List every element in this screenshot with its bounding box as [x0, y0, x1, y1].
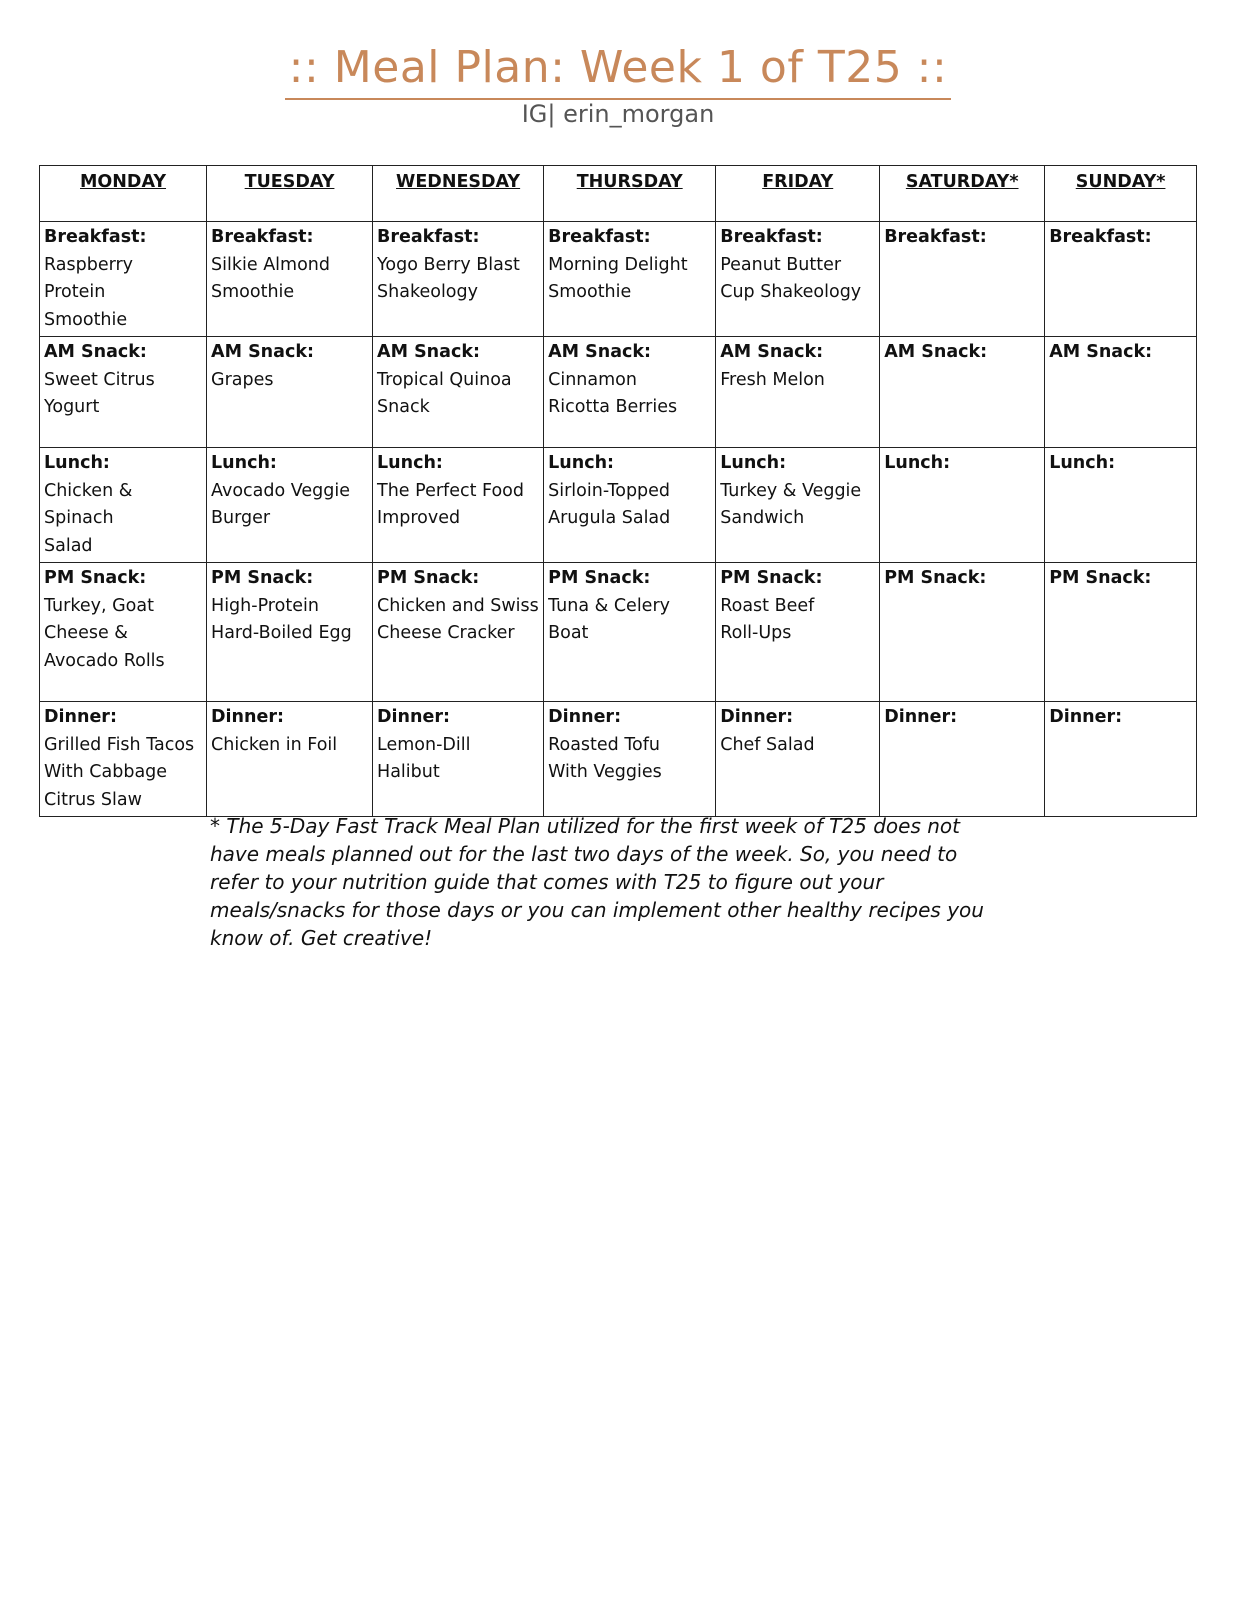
- meal-name: Yogo Berry Blast Shakeology: [377, 254, 520, 302]
- meal-name: Roast Beef Roll-Ups: [720, 595, 815, 643]
- meal-label: Dinner:: [44, 707, 117, 727]
- day-header-saturday: SATURDAY*: [880, 166, 1045, 222]
- meal-label: Breakfast:: [884, 227, 987, 247]
- meal-name: Grilled Fish Tacos With Cabbage Citrus Slaw: [44, 734, 195, 810]
- meal-label: AM Snack:: [211, 342, 314, 362]
- meal-name: Chicken and Swiss Cheese Cracker: [377, 595, 539, 643]
- page-title: [0, 40, 1236, 100]
- meal-cell: [373, 702, 544, 817]
- meal-cell: [544, 448, 716, 563]
- meal-label: Dinner:: [211, 707, 284, 727]
- meal-name: Lemon-Dill Halibut: [377, 734, 471, 782]
- meal-label: Dinner:: [720, 707, 794, 727]
- meal-name: The Perfect Food Improved: [377, 480, 524, 528]
- meal-label: AM Snack:: [377, 342, 480, 362]
- day-header-row: [40, 166, 1197, 222]
- meal-cell: [40, 563, 207, 702]
- meal-cell: [207, 448, 373, 563]
- meal-cell: [716, 448, 880, 563]
- meal-label: Breakfast:: [548, 227, 651, 247]
- meal-label: PM Snack:: [720, 568, 823, 588]
- meal-cell: [544, 222, 716, 337]
- meal-cell: [40, 222, 207, 337]
- meal-cell: [373, 222, 544, 337]
- day-header-tuesday: TUESDAY: [207, 166, 373, 222]
- instagram-handle: IG| erin_morgan: [521, 100, 715, 128]
- meal-cell: [40, 337, 207, 448]
- meal-name: Sweet Citrus Yogurt: [44, 369, 155, 417]
- meal-label: AM Snack:: [1049, 342, 1153, 362]
- meal-name: High-Protein Hard-Boiled Egg: [211, 595, 352, 643]
- meal-label: Lunch:: [44, 453, 110, 473]
- meal-label: PM Snack:: [44, 568, 147, 588]
- meal-cell: [880, 222, 1045, 337]
- meal-label: Dinner:: [377, 707, 450, 727]
- meal-name: Raspberry Protein Smoothie: [44, 254, 134, 330]
- footnote: * The 5-Day Fast Track Meal Plan utilized for the first week of T25 does not have meals planned out for the last two days of the week. So, you need to refer to your nutrition guide that comes with T25 to figure out your meals/snacks for those days or you can implement other healthy recipes you know of. Get creative!: [210, 814, 984, 950]
- meal-label: PM Snack:: [1049, 568, 1152, 588]
- meal-name: Fresh Melon: [720, 369, 825, 390]
- meal-cell: [544, 563, 716, 702]
- meal-cell: [1045, 702, 1197, 817]
- meal-name: Peanut Butter Cup Shakeology: [720, 254, 862, 302]
- meal-name: Sirloin-Topped Arugula Salad: [548, 480, 671, 528]
- meal-cell: [544, 702, 716, 817]
- meal-plan-table: [39, 165, 1197, 817]
- meal-label: AM Snack:: [720, 342, 824, 362]
- meal-name: Grapes: [211, 369, 274, 390]
- day-header-monday: MONDAY: [40, 166, 207, 222]
- meal-cell: [207, 337, 373, 448]
- meal-label: PM Snack:: [377, 568, 480, 588]
- meal-cell: [716, 563, 880, 702]
- lunch-row: [40, 448, 1197, 563]
- meal-cell: [716, 222, 880, 337]
- meal-cell: [207, 563, 373, 702]
- meal-cell: [1045, 563, 1197, 702]
- meal-label: Breakfast:: [211, 227, 314, 247]
- meal-cell: [40, 448, 207, 563]
- day-header-wednesday: WEDNESDAY: [373, 166, 544, 222]
- meal-cell: [207, 222, 373, 337]
- meal-cell: [716, 702, 880, 817]
- meal-name: Roasted Tofu With Veggies: [548, 734, 662, 782]
- meal-label: Lunch:: [377, 453, 443, 473]
- breakfast-row: [40, 222, 1197, 337]
- meal-name: Tropical Quinoa Snack: [377, 369, 512, 417]
- meal-label: Dinner:: [884, 707, 958, 727]
- meal-name: Avocado Veggie Burger: [211, 480, 350, 528]
- meal-cell: [40, 702, 207, 817]
- meal-cell: [373, 563, 544, 702]
- meal-name: Morning Delight Smoothie: [548, 254, 688, 302]
- day-header-friday: FRIDAY: [716, 166, 880, 222]
- meal-cell: [207, 702, 373, 817]
- meal-name: Tuna & Celery Boat: [548, 595, 671, 643]
- meal-label: Dinner:: [1049, 707, 1123, 727]
- title-text: :: Meal Plan: Week 1 of T25 ::: [285, 40, 952, 100]
- meal-name: Turkey, Goat Cheese & Avocado Rolls: [44, 595, 165, 671]
- meal-cell: [1045, 337, 1197, 448]
- meal-label: Lunch:: [884, 453, 951, 473]
- meal-label: Breakfast:: [44, 227, 147, 247]
- meal-cell: [880, 448, 1045, 563]
- meal-label: Breakfast:: [377, 227, 480, 247]
- meal-cell: [880, 563, 1045, 702]
- meal-name: Silkie Almond Smoothie: [211, 254, 330, 302]
- am-snack-row: [40, 337, 1197, 448]
- meal-label: Breakfast:: [720, 227, 823, 247]
- day-header-thursday: THURSDAY: [544, 166, 716, 222]
- meal-label: Lunch:: [211, 453, 277, 473]
- meal-label: Breakfast:: [1049, 227, 1152, 247]
- dinner-row: [40, 702, 1197, 817]
- meal-label: AM Snack:: [884, 342, 988, 362]
- meal-cell: [880, 702, 1045, 817]
- meal-cell: [1045, 222, 1197, 337]
- meal-label: AM Snack:: [44, 342, 147, 362]
- meal-label: AM Snack:: [548, 342, 652, 362]
- meal-name: Chef Salad: [720, 734, 815, 755]
- pm-snack-row: [40, 563, 1197, 702]
- day-header-sunday: SUNDAY*: [1045, 166, 1197, 222]
- meal-cell: [880, 337, 1045, 448]
- meal-label: Lunch:: [548, 453, 615, 473]
- meal-label: PM Snack:: [548, 568, 651, 588]
- meal-cell: [373, 448, 544, 563]
- meal-label: PM Snack:: [884, 568, 987, 588]
- meal-label: PM Snack:: [211, 568, 314, 588]
- meal-name: Cinnamon Ricotta Berries: [548, 369, 678, 417]
- meal-name: Chicken & Spinach Salad: [44, 480, 133, 556]
- meal-cell: [716, 337, 880, 448]
- meal-name: Turkey & Veggie Sandwich: [720, 480, 862, 528]
- meal-cell: [544, 337, 716, 448]
- meal-name: Chicken in Foil: [211, 734, 338, 755]
- meal-cell: [373, 337, 544, 448]
- meal-label: Lunch:: [720, 453, 787, 473]
- meal-label: Dinner:: [548, 707, 622, 727]
- meal-cell: [1045, 448, 1197, 563]
- meal-label: Lunch:: [1049, 453, 1116, 473]
